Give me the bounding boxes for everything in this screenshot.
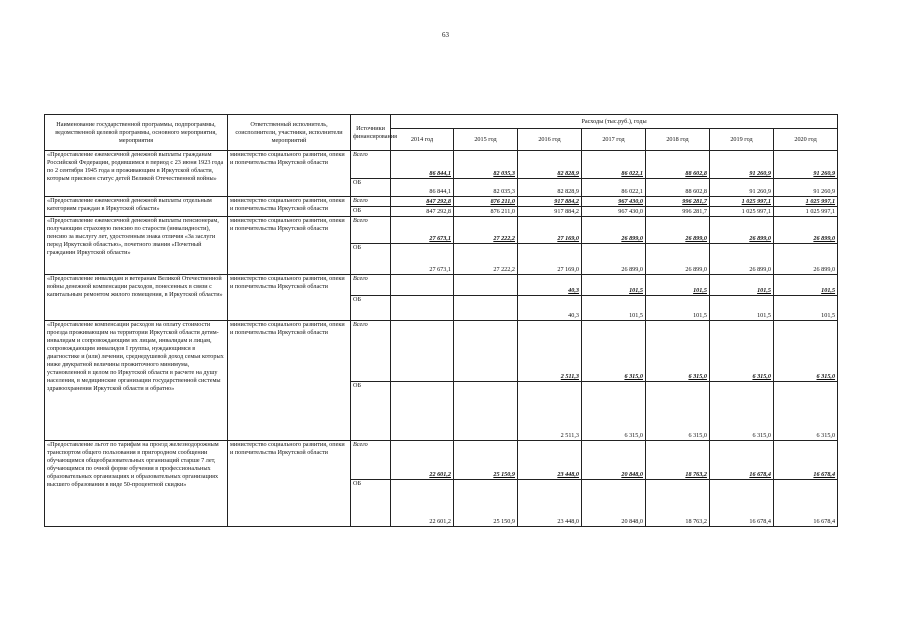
source-total: Всего [351, 441, 391, 480]
ob-value: 25 150,9 [454, 480, 518, 527]
total-value: 16 678,4 [710, 441, 774, 480]
table-row [45, 441, 838, 480]
total-value [454, 321, 518, 382]
year-header: 2015 год [454, 129, 518, 151]
program-executor: министерство социального развития, опеки и попечительства Иркутской области [228, 217, 351, 275]
total-value: 27 673,1 [391, 217, 454, 244]
total-value: 6 315,0 [646, 321, 710, 382]
total-value: 996 281,7 [646, 197, 710, 207]
total-value: 101,5 [774, 275, 838, 296]
ob-value: 82 828,9 [518, 179, 582, 197]
ob-value: 16 678,4 [774, 480, 838, 527]
total-value: 26 899,0 [710, 217, 774, 244]
table-row [45, 275, 838, 296]
program-executor: министерство социального развития, опеки и попечительства Иркутской области [228, 197, 351, 217]
ob-value: 86 022,1 [582, 179, 646, 197]
total-value: 101,5 [646, 275, 710, 296]
ob-value: 101,5 [710, 296, 774, 321]
source-ob: ОБ [351, 296, 391, 321]
ob-value: 82 035,3 [454, 179, 518, 197]
total-value: 86 844,1 [391, 151, 454, 179]
program-name: «Предоставление ежемесячной денежной выплаты гражданам Российской Федерации, родившимся в период с 23 июня 1923 года по 2 сентября 1945 года и проживающим в Иркутской области, которым присвоен статус детей Великой Отечественной войны» [45, 151, 228, 197]
ob-value: 91 260,9 [710, 179, 774, 197]
year-header: 2020 год [774, 129, 838, 151]
ob-value: 101,5 [774, 296, 838, 321]
total-value: 26 899,0 [582, 217, 646, 244]
total-value: 25 150,9 [454, 441, 518, 480]
ob-value: 16 678,4 [710, 480, 774, 527]
year-header: 2019 год [710, 129, 774, 151]
source-total: Всего [351, 217, 391, 244]
ob-value: 6 315,0 [710, 382, 774, 441]
program-executor: министерство социального развития, опеки и попечительства Иркутской области [228, 151, 351, 197]
total-value [391, 275, 454, 296]
ob-value: 18 763,2 [646, 480, 710, 527]
total-value: 876 211,0 [454, 197, 518, 207]
total-value: 101,5 [710, 275, 774, 296]
year-header: 2018 год [646, 129, 710, 151]
year-header: 2014 год [391, 129, 454, 151]
total-value: 847 292,8 [391, 197, 454, 207]
total-value: 82 035,3 [454, 151, 518, 179]
total-value: 1 025 997,1 [774, 197, 838, 207]
total-value: 26 899,0 [646, 217, 710, 244]
header-executor: Ответственный исполнитель, соисполнители, участники, исполнители мероприятий [228, 115, 351, 151]
total-value: 27 222,2 [454, 217, 518, 244]
program-name: «Предоставление инвалидам и ветеранам Великой Отечественной войны денежной компенсации расходов, понесенных в связи с капитальным ремонтом жилого помещения, в Иркутской области» [45, 275, 228, 321]
ob-value: 20 848,0 [582, 480, 646, 527]
program-name: «Предоставление льгот по тарифам на проезд железнодорожным транспортом общего пользования в пригородном сообщении обучающимся общеобразовательных организаций старше 7 лет, обучающимся по очной форме обучения в профессиональных образовательных организациях и образовательных организациях высшего образования в виде 50-процентной скидки» [45, 441, 228, 527]
ob-value [454, 296, 518, 321]
total-value: 27 169,0 [518, 217, 582, 244]
ob-value: 26 899,0 [646, 244, 710, 275]
program-executor: министерство социального развития, опеки и попечительства Иркутской области [228, 321, 351, 441]
total-value [454, 275, 518, 296]
total-value: 6 315,0 [582, 321, 646, 382]
program-executor: министерство социального развития, опеки и попечительства Иркутской области [228, 275, 351, 321]
total-value: 88 602,8 [646, 151, 710, 179]
total-value: 82 828,9 [518, 151, 582, 179]
ob-value: 26 899,0 [582, 244, 646, 275]
ob-value: 88 602,8 [646, 179, 710, 197]
ob-value [391, 296, 454, 321]
ob-value: 26 899,0 [710, 244, 774, 275]
table-row [45, 151, 838, 179]
total-value: 2 511,3 [518, 321, 582, 382]
ob-value: 91 260,9 [774, 179, 838, 197]
ob-value: 40,3 [518, 296, 582, 321]
header-source: Источники финансирования [351, 115, 391, 151]
source-total: Всего [351, 151, 391, 179]
total-value: 101,5 [582, 275, 646, 296]
total-value: 6 315,0 [774, 321, 838, 382]
ob-value: 6 315,0 [582, 382, 646, 441]
ob-value: 26 899,0 [774, 244, 838, 275]
total-value: 16 678,4 [774, 441, 838, 480]
ob-value: 27 222,2 [454, 244, 518, 275]
total-value: 91 260,9 [710, 151, 774, 179]
ob-value: 23 448,0 [518, 480, 582, 527]
table-row [45, 197, 838, 207]
total-value [391, 321, 454, 382]
source-ob: ОБ [351, 207, 391, 217]
table-row [45, 217, 838, 244]
total-value: 91 260,9 [774, 151, 838, 179]
year-header: 2017 год [582, 129, 646, 151]
source-ob: ОБ [351, 382, 391, 441]
ob-value: 917 884,2 [518, 207, 582, 217]
table-row [45, 321, 838, 382]
ob-value: 996 281,7 [646, 207, 710, 217]
ob-value: 1 025 997,1 [774, 207, 838, 217]
ob-value: 27 673,1 [391, 244, 454, 275]
budget-table [44, 114, 838, 527]
program-executor: министерство социального развития, опеки и попечительства Иркутской области [228, 441, 351, 527]
total-value: 23 448,0 [518, 441, 582, 480]
source-ob: ОБ [351, 480, 391, 527]
program-name: «Предоставление ежемесячной денежной выплаты отдельным категориям граждан в Иркутской области» [45, 197, 228, 217]
total-value: 1 025 997,1 [710, 197, 774, 207]
ob-value: 967 430,0 [582, 207, 646, 217]
total-value: 22 601,2 [391, 441, 454, 480]
program-name: «Предоставление компенсации расходов на оплату стоимости проезда проживающим на территории Иркутской области детям-инвалидам и сопровождающим их лицам, инвалидам и лицам, сопровождающим инвалидов I группы, нуждающимся в диагностике и (или) лечении, среднедушевой доход семьи которых ниже двукратной величины прожиточного минимума, установленной в целом по Иркутской области в расчете на душу населения, в медицинские организации государственной системы здравоохранения Иркутской области и обратно» [45, 321, 228, 441]
year-header: 2016 год [518, 129, 582, 151]
ob-value: 2 511,3 [518, 382, 582, 441]
source-ob: ОБ [351, 244, 391, 275]
source-ob: ОБ [351, 179, 391, 197]
total-value: 26 899,0 [774, 217, 838, 244]
program-name: «Предоставление ежемесячной денежной выплаты пенсионерам, получающим страховую пенсию по старости (инвалидности), пенсию за выслугу лет, удостоенным знака отличия «За заслуги перед Иркутской областью», почетного звания «Почетный гражданин Иркутской области» [45, 217, 228, 275]
ob-value: 1 025 997,1 [710, 207, 774, 217]
ob-value: 6 315,0 [774, 382, 838, 441]
page-number: 63 [442, 31, 449, 39]
ob-value: 6 315,0 [646, 382, 710, 441]
source-total: Всего [351, 197, 391, 207]
ob-value: 101,5 [646, 296, 710, 321]
total-value: 917 884,2 [518, 197, 582, 207]
total-value: 86 022,1 [582, 151, 646, 179]
ob-value [454, 382, 518, 441]
header-name: Наименование государственной программы, подпрограммы, ведомственной целевой программы, основного мероприятия, мероприятия [45, 115, 228, 151]
total-value: 967 430,0 [582, 197, 646, 207]
total-value: 40,3 [518, 275, 582, 296]
header-expenses: Расходы (тыс.руб.), годы [391, 115, 838, 129]
ob-value [391, 382, 454, 441]
ob-value: 22 601,2 [391, 480, 454, 527]
ob-value: 101,5 [582, 296, 646, 321]
total-value: 20 848,0 [582, 441, 646, 480]
ob-value: 847 292,8 [391, 207, 454, 217]
ob-value: 27 169,0 [518, 244, 582, 275]
ob-value: 86 844,1 [391, 179, 454, 197]
total-value: 6 315,0 [710, 321, 774, 382]
total-value: 18 763,2 [646, 441, 710, 480]
source-total: Всего [351, 321, 391, 382]
ob-value: 876 211,0 [454, 207, 518, 217]
source-total: Всего [351, 275, 391, 296]
